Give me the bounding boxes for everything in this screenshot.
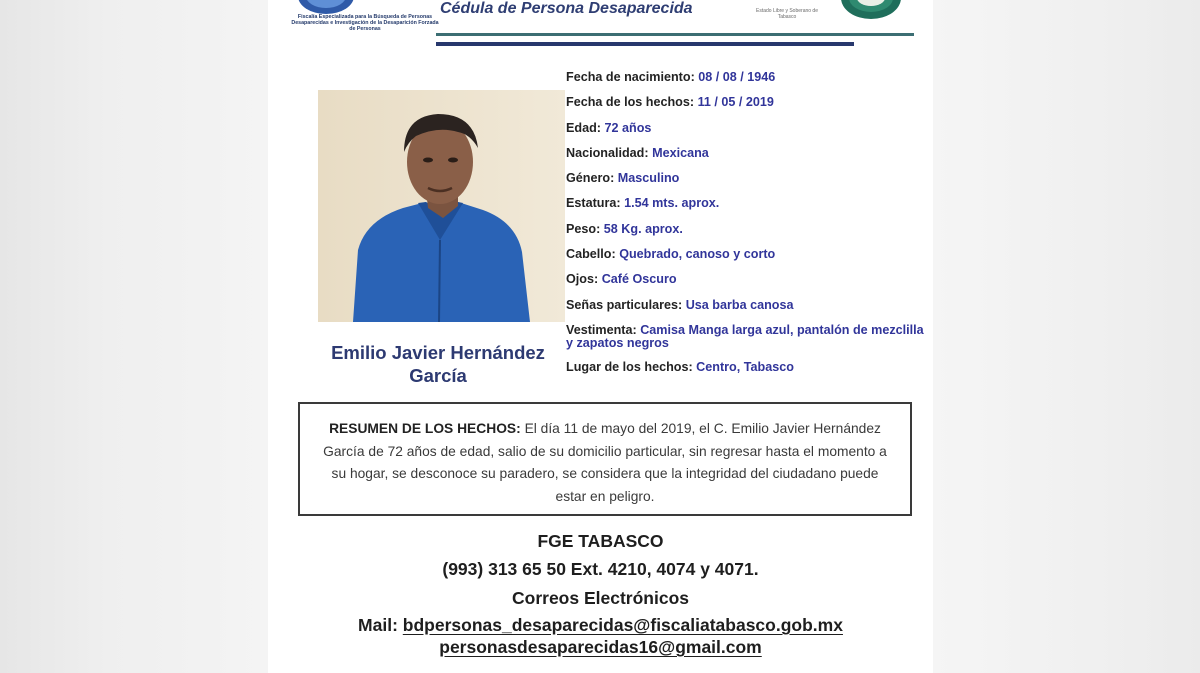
email-line-2 xyxy=(268,637,933,658)
page-title: Cédula de Persona Desaparecida xyxy=(440,0,693,17)
phone-number: (993) 313 65 50 Ext. 4210, 4074 y 4071. xyxy=(442,559,759,579)
summary-label: RESUMEN DE LOS HECHOS: xyxy=(329,421,521,436)
mail-label: Mail: xyxy=(358,615,398,635)
field-eyes: Ojos: Café Oscuro xyxy=(566,272,677,287)
field-height: Estatura: 1.54 mts. aprox. xyxy=(566,196,720,211)
person-photo xyxy=(318,90,565,322)
field-weight: Peso: 58 Kg. aprox. xyxy=(566,221,683,236)
field-hair: Cabello: Quebrado, canoso y corto xyxy=(566,247,776,262)
agency-name: FGE TABASCO xyxy=(537,531,664,551)
person-name-line2: García xyxy=(409,365,467,386)
email-link-1[interactable]: bdpersonas_desaparecidas@fiscaliatabasco.gob.mx xyxy=(402,615,843,635)
header-rule-teal xyxy=(436,33,914,36)
emails-heading: Correos Electrónicos xyxy=(512,588,689,608)
summary-text: El día 11 de mayo del 2019, el C. Emilio Javier Hernández García de 72 años de edad, salio de su domicilio particular, sin regresar hasta el momento a su hogar, se desconoce su paradero, se considera que la integridad del ciudadano puede estar en peligro. xyxy=(323,421,887,504)
header-rule-navy xyxy=(436,42,854,46)
state-seal-icon xyxy=(840,0,902,20)
email-link-2[interactable]: personasdesaparecidas16@gmail.com xyxy=(439,637,762,657)
email-line-1 xyxy=(268,615,933,636)
background-right xyxy=(932,0,1200,673)
field-location: Lugar de los hechos: Centro, Tabasco xyxy=(566,359,794,374)
background-left xyxy=(0,0,268,673)
field-marks: Señas particulares: Usa barba canosa xyxy=(566,297,794,312)
field-birthdate: Fecha de nacimiento: 08 / 08 / 1946 xyxy=(566,70,776,84)
state-logo-text: Estado Libre y Soberano de Tabasco xyxy=(756,8,818,20)
field-clothing: Vestimenta: Camisa Manga larga azul, pantalón de mezclilla y zapatos negros xyxy=(566,322,924,351)
person-name-line1: Emilio Javier Hernández xyxy=(331,342,545,363)
agency-logo-text: Fiscalía Especializada para la Búsqueda de Personas Desaparecidas e Investigación de la Desaparición Forzada de Personas xyxy=(291,14,439,32)
person-details xyxy=(566,71,926,386)
summary-box xyxy=(298,402,912,516)
person-name xyxy=(288,341,588,387)
field-age: Edad: 72 años xyxy=(566,120,652,135)
field-event-date: Fecha de los hechos: 11 / 05 / 2019 xyxy=(566,95,774,110)
missing-person-sheet xyxy=(268,0,933,673)
field-nationality: Nacionalidad: Mexicana xyxy=(566,145,709,160)
field-gender: Género: Masculino xyxy=(566,171,680,186)
